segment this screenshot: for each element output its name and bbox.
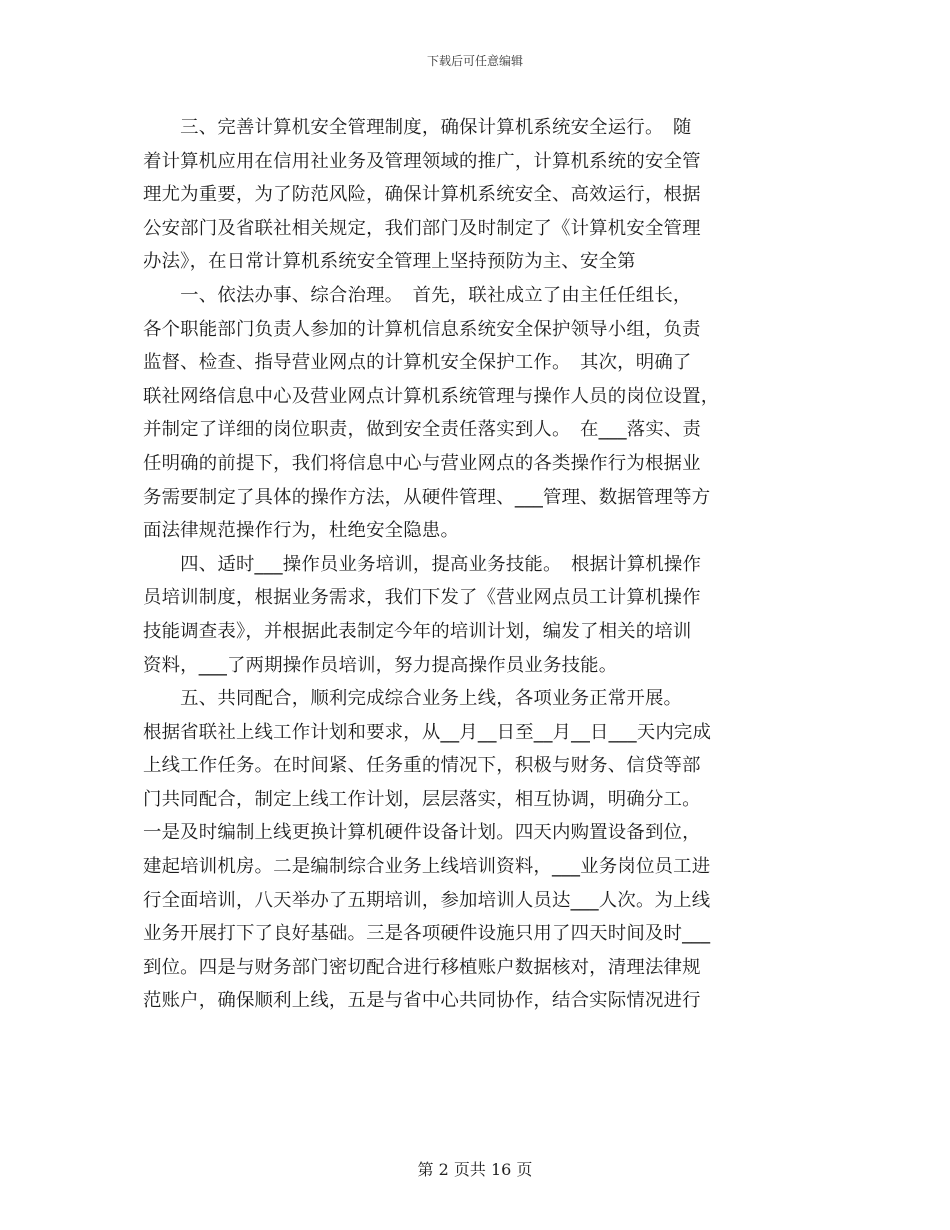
text-line: 各个职能部门负责人参加的计算机信息系统安全保护领导小组，负责 [143,318,701,340]
text-line: 范账户，确保顺利上线，五是与省中心共同协作，结合实际情况进行 [143,990,701,1012]
text-line: 着计算机应用在信用社业务及管理领域的推广，计算机系统的安全管 [143,150,701,172]
text-line: 公安部门及省联社相关规定，我们部门及时制定了《计算机安全管理 [143,217,701,239]
text-line: 上线工作任务。在时间紧、任务重的情况下，积极与财务、信贷等部 [143,755,701,777]
text-line: 三、完善计算机安全管理制度，确保计算机系统安全运行。 随 [143,117,692,138]
text-line: 监督、检查、指导营业网点的计算机安全保护工作。 其次，明确了 [143,352,692,374]
text-line: 四、适时___操作员业务培训，提高业务技能。 根据计算机操作 [143,553,702,575]
page-footer: 第 2 页共 16 页 [417,1160,533,1179]
text-line: 一是及时编制上线更换计算机硬件设备计划。四天内购置设备到位， [143,822,701,844]
text-line: 面法律规范操作行为，杜绝安全隐患。 [143,520,460,542]
text-line: 业务开展打下了良好基础。三是各项硬件设施只用了四天时间及时___ [143,923,711,945]
text-line: 根据省联社上线工作计划和要求，从__月__日至__月__日___天内完成 [143,721,712,743]
text-line: 五、共同配合，顺利完成综合业务上线，各项业务正常开展。 [143,688,683,710]
text-line: 员培训制度，根据业务需求，我们下发了《营业网点员工计算机操作 [143,587,701,609]
text-line: 一、依法办事、综合治理。 首先，联社成立了由主任任组长， [143,284,692,306]
document-body [143,111,808,1018]
text-line: 务需要制定了具体的操作方法，从硬件管理、___管理、数据管理等方 [143,486,711,508]
text-line: 到位。四是与财务部门密切配合进行移植账户数据核对，清理法律规 [143,956,701,978]
text-line: 技能调查表》，并根据此表制定今年的培训计划，编发了相关的培训 [143,620,692,642]
page-header: 下载后可任意编辑 [426,54,523,68]
text-line: 建起培训机房。二是编制综合业务上线培训资料，___业务岗位员工进 [143,856,711,878]
text-line: 行全面培训，八天举办了五期培训，参加培训人员达___人次。为上线 [143,889,711,911]
text-line: 联社网络信息中心及营业网点计算机系统管理与操作人员的岗位设置， [143,385,720,407]
text-line: 办法》，在日常计算机系统安全管理上坚持预防为主、安全第 [143,251,636,273]
text-line: 任明确的前提下，我们将信息中心与营业网点的各类操作行为根据业 [143,452,701,474]
text-line: 资料，___了两期操作员培训，努力提高操作员业务技能。 [143,654,618,676]
text-line: 并制定了详细的岗位职责，做到安全责任落实到人。 在___落实、责 [143,419,702,441]
text-line: 理尤为重要，为了防范风险，确保计算机系统安全、高效运行，根据 [143,184,701,206]
text-line: 门共同配合，制定上线工作计划，层层落实，相互协调，明确分工。 [143,788,701,810]
